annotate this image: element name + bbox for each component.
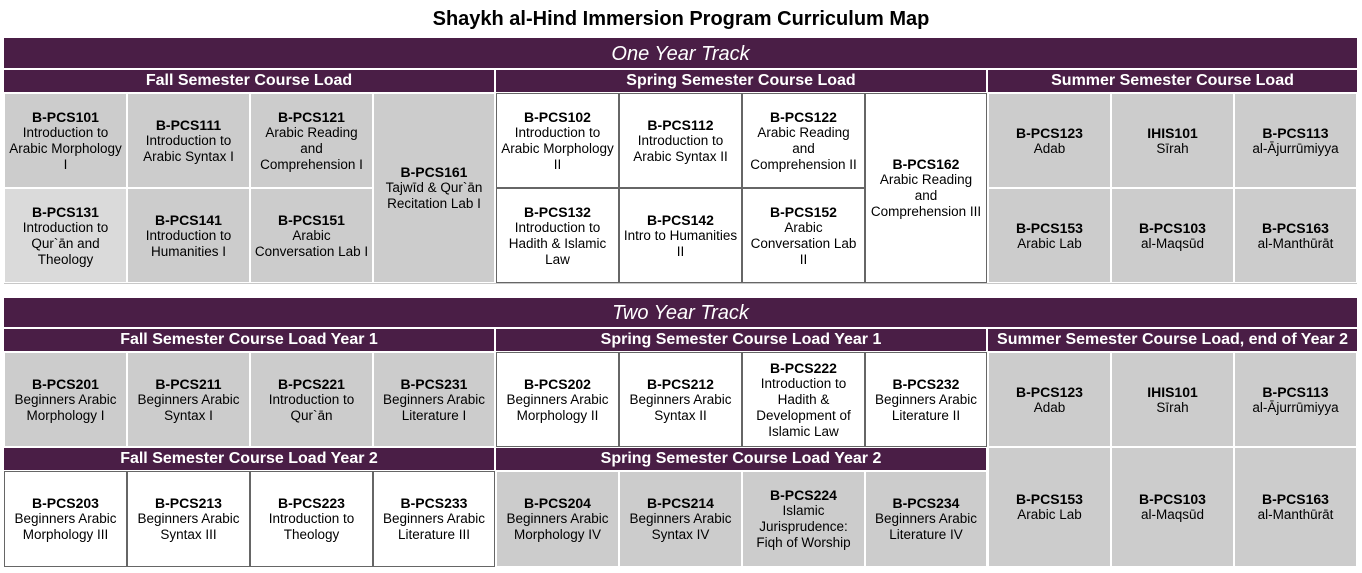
course-code: B-PCS224 [770,487,837,503]
course-name: Beginners Arabic Literature II [874,391,978,423]
course-code: B-PCS163 [1262,219,1329,236]
course-cell [988,352,1111,447]
course-code: B-PCS204 [524,495,591,511]
course-cell [742,188,865,283]
course-cell [4,352,127,447]
course-cell [1111,352,1234,447]
course-code: B-PCS202 [524,375,591,392]
course-code: B-PCS131 [32,203,99,220]
course-code: B-PCS103 [1139,219,1206,236]
course-code: B-PCS163 [1262,491,1329,507]
course-name: Arabic Reading and Comprehension I [260,124,363,172]
two-year-track-header: Two Year Track [4,298,1357,327]
course-name: Introduction to Arabic Syntax II [633,132,728,164]
course-cell [4,188,127,283]
course-cell [250,93,373,188]
course-cell [1234,93,1357,188]
course-name: Beginners Arabic Syntax III [137,511,240,542]
course-code: B-PCS213 [155,495,222,511]
course-code: B-PCS132 [524,203,591,220]
course-cell [127,352,250,447]
course-name: Adab [1033,140,1066,156]
course-cell [250,352,373,447]
course-cell [1111,188,1234,283]
course-cell [619,471,742,567]
course-name: Beginners Arabic Morphology III [14,511,117,542]
course-code: B-PCS223 [278,495,345,511]
course-name: Beginners Arabic Literature III [382,511,486,542]
course-code: B-PCS153 [1016,219,1083,236]
course-name: Beginners Arabic Syntax IV [629,511,732,542]
two-year-spring2-header: Spring Semester Course Load Year 2 [496,448,986,470]
course-code: B-PCS113 [1262,383,1329,400]
course-cell [865,93,987,283]
course-cell [619,93,742,188]
page-title: Shaykh al-Hind Immersion Program Curriculum Map [432,8,930,30]
course-code: B-PCS214 [647,495,714,511]
course-cell [742,471,865,567]
course-cell [127,93,250,188]
course-name: Introduction to Hadith & Development of Islamic Law [756,375,851,439]
course-cell [4,471,127,567]
course-name: Arabic Conversation Lab II [750,219,857,267]
course-code: B-PCS232 [892,375,960,392]
course-code: B-PCS222 [770,359,837,376]
course-name: Introduction to Arabic Syntax I [143,132,234,164]
two-year-fall1-header: Fall Semester Course Load Year 1 [4,329,494,351]
course-name: al-Ājurrūmiyya [1252,140,1339,156]
course-code: B-PCS221 [278,375,345,392]
course-cell [742,352,865,447]
course-code: B-PCS231 [400,375,468,392]
course-name: Introduction to Humanities I [145,227,232,259]
course-name: Islamic Jurisprudence: Fiqh of Worship [756,503,851,550]
course-code: B-PCS161 [400,164,468,180]
course-cell [1234,352,1357,447]
course-name: Beginners Arabic Morphology IV [506,511,609,542]
course-cell [250,188,373,283]
course-name: Intro to Humanities II [623,227,738,259]
course-code: B-PCS162 [892,156,960,172]
course-name: Arabic Reading and Comprehension III [870,172,982,219]
course-cell [865,471,987,567]
course-name: Tajwīd & Qur`ān Recitation Lab I [385,180,483,211]
course-name: Beginners Arabic Morphology I [14,391,117,423]
course-name: al-Maqsūd [1140,507,1205,522]
course-code: B-PCS211 [155,375,222,392]
course-cell [1111,93,1234,188]
course-name: Introduction to Qur`ān and Theology [22,219,109,267]
course-code: B-PCS112 [647,116,714,133]
course-name: al-Maqsūd [1140,235,1205,251]
course-name: Adab [1033,399,1066,415]
course-cell [865,352,987,447]
course-cell [127,188,250,283]
course-name: al-Manthūrāt [1257,507,1334,522]
course-name: al-Manthūrāt [1257,235,1334,251]
course-cell [496,188,619,283]
course-name: Beginners Arabic Syntax II [629,391,732,423]
course-cell [250,471,373,567]
course-cell [1111,447,1234,567]
course-code: IHIS101 [1147,383,1198,400]
course-code: B-PCS233 [400,495,468,511]
one-year-spring-header: Spring Semester Course Load [496,70,986,92]
section-divider [4,283,1357,284]
course-name: Arabic Conversation Lab I [254,227,369,259]
course-name: Beginners Arabic Literature I [382,391,486,423]
course-code: IHIS101 [1147,124,1198,141]
one-year-track-header: One Year Track [4,38,1357,68]
course-cell [373,471,495,567]
course-name: Introduction to Qur`ān [268,391,355,423]
course-cell [496,93,619,188]
course-cell [742,93,865,188]
course-name: Introduction to Arabic Morphology I [9,124,122,172]
course-cell [1234,188,1357,283]
course-code: B-PCS153 [1016,491,1083,507]
course-cell [127,471,250,567]
course-code: B-PCS121 [278,108,345,125]
course-cell [619,188,742,283]
course-code: B-PCS101 [32,108,99,125]
two-year-fall2-header: Fall Semester Course Load Year 2 [4,448,494,470]
course-code: B-PCS142 [647,211,714,228]
course-name: Introduction to Arabic Morphology II [501,124,614,172]
course-code: B-PCS102 [524,108,591,125]
course-cell [496,471,619,567]
one-year-summer-header: Summer Semester Course Load [988,70,1357,92]
course-code: B-PCS152 [770,203,837,220]
course-cell [619,352,742,447]
course-cell [373,352,495,447]
course-code: B-PCS151 [278,211,345,228]
course-cell [496,352,619,447]
course-name: Arabic Reading and Comprehension II [750,124,857,172]
course-cell [373,93,495,283]
course-name: Sīrah [1156,140,1189,156]
course-code: B-PCS111 [155,116,222,133]
course-cell [988,93,1111,188]
course-code: B-PCS212 [647,375,714,392]
course-name: Beginners Arabic Literature IV [874,511,978,542]
course-name: Arabic Lab [1017,235,1082,251]
course-cell [988,447,1111,567]
course-name: Beginners Arabic Syntax I [137,391,240,423]
course-code: B-PCS123 [1016,383,1083,400]
course-code: B-PCS141 [155,211,222,228]
course-code: B-PCS113 [1262,124,1329,141]
course-cell [1234,447,1357,567]
two-year-spring1-header: Spring Semester Course Load Year 1 [496,329,986,351]
one-year-fall-header: Fall Semester Course Load [4,70,494,92]
course-code: B-PCS203 [32,495,99,511]
course-code: B-PCS103 [1139,491,1206,507]
course-cell [4,93,127,188]
course-name: Introduction to Theology [268,511,355,542]
course-name: Sīrah [1156,399,1189,415]
course-name: Beginners Arabic Morphology II [506,391,609,423]
course-code: B-PCS122 [770,108,837,125]
course-name: Arabic Lab [1017,507,1082,522]
course-cell [988,188,1111,283]
course-code: B-PCS234 [892,495,960,511]
course-name: Introduction to Hadith & Islamic Law [508,219,607,267]
two-year-summer-header: Summer Semester Course Load, end of Year 2 [988,329,1357,351]
course-name: al-Ājurrūmiyya [1252,399,1339,415]
course-code: B-PCS201 [32,375,99,392]
course-code: B-PCS123 [1016,124,1083,141]
